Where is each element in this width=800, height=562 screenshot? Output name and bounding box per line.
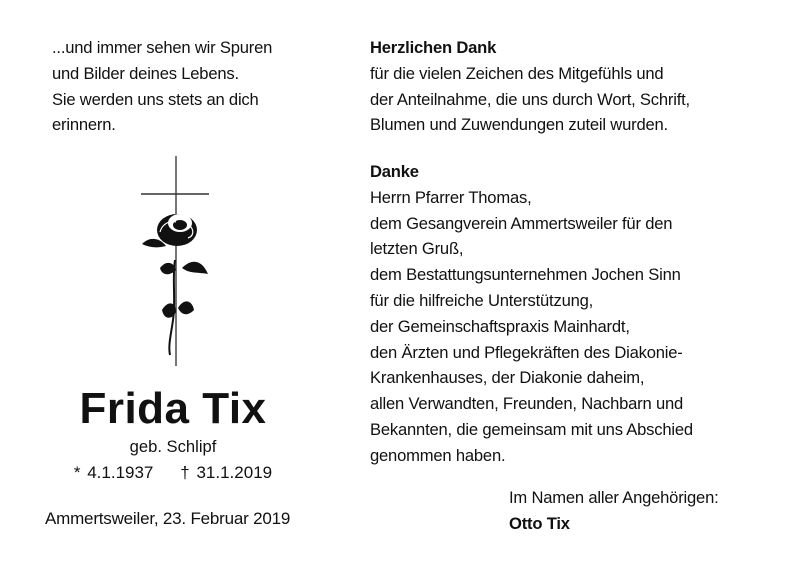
danke-line: Krankenhauses, der Diakonie daheim, [370,368,645,388]
danke-line: Bekannten, die gemeinsam mit uns Abschied [370,419,693,439]
verse [52,35,272,138]
birth-date: * 4.1.1937 [73,463,154,482]
maiden-name: geb. Schlipf [129,437,217,456]
danke-line: dem Bestattungsunternehmen Jochen Sinn [370,265,681,285]
thanks-section [370,35,690,138]
danke-line: der Gemeinschaftspraxis Mainhardt, [370,316,630,336]
signature [509,485,719,537]
deceased-name: Frida Tix [79,384,267,433]
danke-line: genommen haben. [370,445,506,465]
life-dates [0,463,346,483]
cross-rose-icon [120,150,240,380]
verse-line: erinnern. [52,115,116,135]
place-date: Ammertsweiler, 23. Februar 2019 [45,509,291,528]
danke-line: dem Gesangverein Ammertsweiler für den [370,213,673,233]
danke-line: Herrn Pfarrer Thomas, [370,187,532,207]
verse-line: Sie werden uns stets an dich [52,89,259,109]
danke-line: für die hilfreiche Unterstützung, [370,290,594,310]
thanks-line: für die vielen Zeichen des Mitgefühls und [370,63,664,83]
danke-line: letzten Gruß, [370,239,464,259]
danke-section [370,159,693,469]
signature-name: Otto Tix [509,513,570,533]
thanks-heading: Herzlichen Dank [370,38,497,57]
verse-line: und Bilder deines Lebens. [52,63,239,83]
thanks-line: der Anteilnahme, die uns durch Wort, Schrift, [370,89,690,109]
danke-line: allen Verwandten, Freunden, Nachbarn und [370,394,684,414]
signature-intro: Im Namen aller Angehörigen: [509,488,719,507]
death-date: † 31.1.2019 [180,463,273,482]
danke-line: den Ärzten und Pflegekräften des Diakonie- [370,342,683,362]
danke-heading: Danke [370,162,419,181]
thanks-line: Blumen und Zuwendungen zuteil wurden. [370,115,668,135]
verse-line: ...und immer sehen wir Spuren [52,38,273,57]
